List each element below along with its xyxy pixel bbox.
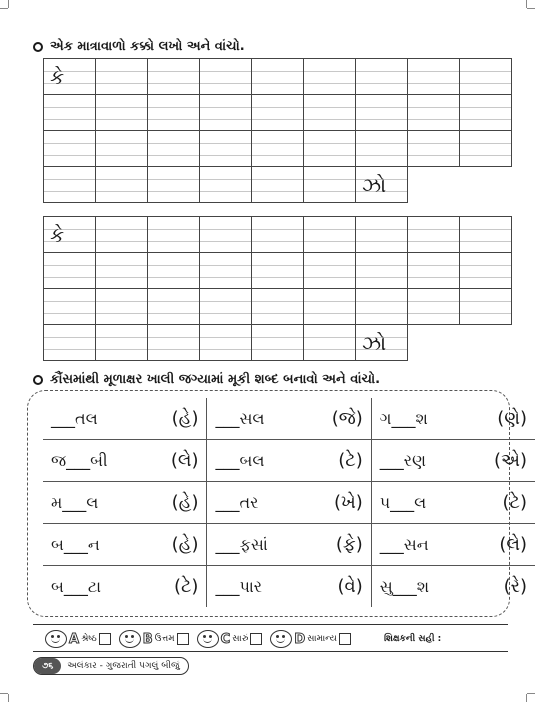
grade-a	[45, 630, 111, 648]
grade-letter: B	[142, 631, 153, 647]
writing-grid-2	[43, 216, 512, 361]
grid-cell[interactable]	[200, 95, 252, 131]
grid-cell[interactable]	[148, 217, 200, 253]
footer-divider	[33, 651, 508, 652]
exercise-hint: (ટે)	[502, 492, 527, 513]
grid-cell[interactable]	[252, 253, 304, 289]
grid-cell[interactable]	[200, 59, 252, 95]
grid-cell[interactable]	[356, 325, 408, 361]
end-char: ઝો	[362, 330, 387, 355]
grade-c	[197, 630, 263, 648]
grid-cell[interactable]	[304, 253, 356, 289]
exercise-cell[interactable]	[371, 440, 535, 482]
exercise-cell[interactable]	[207, 398, 371, 440]
exercise-hint: (હે)	[171, 492, 199, 513]
grid-blank	[408, 325, 460, 361]
crop-mark	[0, 693, 8, 694]
grid-cell[interactable]	[356, 217, 408, 253]
grade-label: શ્રેષ્ઠ	[81, 634, 97, 644]
grid-cell[interactable]	[148, 253, 200, 289]
section1-heading-text: એક માત્રાવાળો કક્કો લખો અને વાંચો.	[50, 39, 245, 54]
grid-cell[interactable]	[96, 95, 148, 131]
exercise-cell[interactable]	[43, 524, 207, 566]
exercise-word: જ___બી	[51, 451, 108, 470]
grid-cell[interactable]	[460, 289, 512, 325]
grade-d	[270, 630, 351, 648]
grid-cell[interactable]	[252, 325, 304, 361]
start-char: કે	[50, 64, 65, 89]
page-number: ૭૬	[34, 658, 61, 674]
grid-cell[interactable]	[356, 253, 408, 289]
exercise-word: ___બલ	[215, 451, 265, 470]
grid-cell[interactable]	[200, 325, 252, 361]
exercise-hint: (વે)	[337, 576, 363, 597]
grid-cell[interactable]	[408, 253, 460, 289]
grade-letter: D	[294, 631, 306, 647]
grid-cell[interactable]	[408, 131, 460, 167]
exercise-hint: (લે)	[499, 534, 527, 555]
exercise-cell[interactable]	[43, 482, 207, 524]
grid-cell[interactable]	[304, 217, 356, 253]
grid-cell[interactable]	[148, 325, 200, 361]
footer	[33, 657, 189, 675]
grid-cell[interactable]	[460, 131, 512, 167]
grid-cell[interactable]	[44, 217, 96, 253]
exercise-word: ___તર	[215, 493, 259, 512]
exercise-hint: (ણે)	[497, 408, 527, 429]
grid-cell[interactable]	[96, 59, 148, 95]
exercise-hint: (લે)	[170, 450, 199, 471]
grade-label: ઉત્તમ	[154, 634, 175, 644]
grid-cell[interactable]	[148, 167, 200, 203]
grid-cell[interactable]	[408, 217, 460, 253]
grid-cell[interactable]	[252, 131, 304, 167]
exercise-word: ___રણ	[379, 451, 427, 470]
grade-label: સારું	[232, 634, 249, 644]
grid-cell[interactable]	[96, 131, 148, 167]
exercise-hint: (ખે)	[333, 492, 363, 513]
exercise-cell[interactable]	[43, 440, 207, 482]
exercise-cell[interactable]	[371, 566, 535, 608]
exercise-hint: (જે)	[331, 408, 363, 429]
writing-grid-1	[43, 58, 512, 203]
exercise-hint: (ટે)	[173, 576, 199, 597]
exercise-word: બ___ટા	[51, 577, 102, 596]
grid-cell[interactable]	[96, 167, 148, 203]
grid-cell[interactable]	[200, 217, 252, 253]
grid-cell[interactable]	[148, 131, 200, 167]
exercise-word: ગ___શ	[379, 409, 428, 428]
grid-cell[interactable]	[96, 217, 148, 253]
smiley-icon	[45, 630, 67, 648]
bullet-circle-icon	[33, 42, 43, 52]
grid-cell[interactable]	[96, 289, 148, 325]
grading-row	[45, 630, 351, 648]
exercise-cell[interactable]	[207, 524, 371, 566]
grade-checkbox[interactable]	[339, 633, 351, 645]
crop-mark	[8, 694, 9, 702]
exercise-word: ___સન	[379, 535, 429, 554]
exercise-word: પ___લ	[379, 493, 427, 512]
exercise-cell[interactable]	[207, 482, 371, 524]
grid-cell[interactable]	[304, 131, 356, 167]
smiley-icon	[119, 630, 141, 648]
exercise-hint: (ટે)	[338, 450, 363, 471]
section1-heading	[33, 39, 245, 54]
grid-cell[interactable]	[460, 253, 512, 289]
crop-mark	[527, 8, 535, 9]
grid-cell[interactable]	[44, 131, 96, 167]
grid-cell[interactable]	[460, 59, 512, 95]
grid-cell[interactable]	[200, 253, 252, 289]
grid-cell[interactable]	[356, 167, 408, 203]
exercise-hint: (એ)	[493, 450, 527, 471]
grid-cell[interactable]	[44, 95, 96, 131]
grid-cell[interactable]	[148, 59, 200, 95]
grid-cell[interactable]	[44, 167, 96, 203]
grid-cell[interactable]	[44, 59, 96, 95]
exercise-hint: (ફે)	[335, 534, 363, 555]
grid-cell[interactable]	[304, 167, 356, 203]
exercise-cell[interactable]	[207, 566, 371, 608]
grade-checkbox[interactable]	[177, 633, 189, 645]
grid-blank	[460, 167, 512, 203]
crop-mark	[527, 693, 535, 694]
exercise-hint: (હે)	[171, 408, 199, 429]
grade-label: સામાન્ય	[307, 634, 338, 644]
grid-cell[interactable]	[304, 325, 356, 361]
book-title: અલંકાર - ગુજરાતી પગલું બીજું	[67, 661, 180, 671]
section2-heading	[33, 372, 380, 387]
start-char: કે	[50, 222, 65, 247]
grid-cell[interactable]	[408, 59, 460, 95]
exercise-cell[interactable]	[43, 566, 207, 608]
exercise-word: ___સલ	[215, 409, 265, 428]
grid-cell[interactable]	[44, 289, 96, 325]
grid-cell[interactable]	[252, 217, 304, 253]
exercise-word: બ___ન	[51, 535, 100, 554]
exercise-cell[interactable]	[371, 398, 535, 440]
smiley-icon	[270, 630, 292, 648]
grid-cell[interactable]	[96, 253, 148, 289]
grid-cell[interactable]	[356, 131, 408, 167]
crop-mark	[526, 0, 527, 8]
section2-heading-text: કૌંસમાંથી મૂળાક્ષર ખાલી જગ્યામાં મૂકી શબ્દ બનાવો અને વાંચો.	[50, 372, 381, 387]
crop-mark	[8, 0, 9, 8]
grade-letter: C	[220, 631, 231, 647]
bullet-circle-icon	[33, 375, 43, 385]
grid-cell[interactable]	[356, 289, 408, 325]
grid-cell[interactable]	[200, 131, 252, 167]
exercise-cell[interactable]	[207, 440, 371, 482]
grade-letter: A	[69, 631, 80, 647]
grid-cell[interactable]	[252, 289, 304, 325]
crop-mark	[526, 694, 527, 702]
fill-blank-table	[43, 398, 535, 607]
grid-cell[interactable]	[356, 95, 408, 131]
grid-cell[interactable]	[304, 95, 356, 131]
exercise-word: મ___લ	[51, 493, 99, 512]
exercise-cell[interactable]	[371, 524, 535, 566]
grade-checkbox[interactable]	[99, 633, 111, 645]
exercise-word: સુ___શ	[379, 577, 430, 596]
grid-cell[interactable]	[44, 253, 96, 289]
grid-blank	[460, 325, 512, 361]
grading-divider	[33, 624, 508, 625]
grid-cell[interactable]	[148, 289, 200, 325]
exercise-hint: (રે)	[503, 576, 527, 597]
grid-cell[interactable]	[408, 95, 460, 131]
crop-mark	[0, 8, 8, 9]
grade-b	[119, 630, 189, 648]
grid-cell[interactable]	[356, 59, 408, 95]
grid-cell[interactable]	[148, 95, 200, 131]
grid-cell[interactable]	[252, 167, 304, 203]
exercise-cell[interactable]	[371, 482, 535, 524]
exercise-word: ___ફસાં	[215, 535, 268, 554]
grade-checkbox[interactable]	[250, 633, 262, 645]
exercise-cell[interactable]	[43, 398, 207, 440]
exercise-hint: (હે)	[171, 534, 199, 555]
grid-cell[interactable]	[252, 95, 304, 131]
grid-cell[interactable]	[200, 289, 252, 325]
smiley-icon	[197, 630, 219, 648]
grid-cell[interactable]	[304, 289, 356, 325]
grid-cell[interactable]	[460, 95, 512, 131]
grid-cell[interactable]	[408, 289, 460, 325]
exercise-word: ___તલ	[51, 409, 98, 428]
grid-cell[interactable]	[460, 217, 512, 253]
grid-cell[interactable]	[200, 167, 252, 203]
grid-cell[interactable]	[44, 325, 96, 361]
grid-cell[interactable]	[252, 59, 304, 95]
grid-cell[interactable]	[304, 59, 356, 95]
exercise-word: ___પાર	[215, 577, 263, 596]
grid-blank	[408, 167, 460, 203]
grid-cell[interactable]	[96, 325, 148, 361]
end-char: ઝો	[362, 172, 387, 197]
teacher-signature-label: શિક્ષકની સહી :	[384, 634, 442, 644]
